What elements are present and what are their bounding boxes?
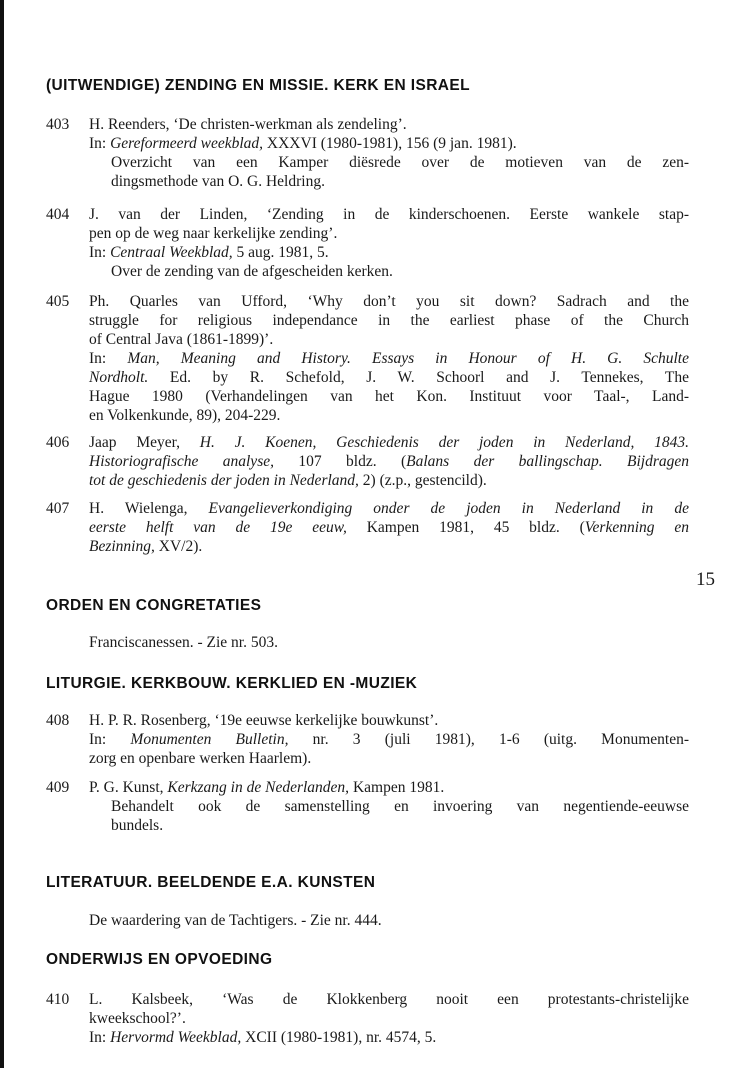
entry-title-line: Ph. Quarles van Ufford, ‘Why don’t you sit down? Sadrach and the (89, 293, 689, 310)
entry-title-line: struggle for religious independance in the earliest phase of the Church (89, 312, 689, 329)
section-heading-orden: ORDEN EN CONGRETATIES (46, 597, 262, 614)
entry-note-line: Behandelt ook de samenstelling en invoering van negentiende-eeuwse (111, 798, 689, 815)
entry-note-line: Overzicht van een Kamper diësrede over de motieven van de zen- (111, 154, 689, 171)
entry-source-line: In: Centraal Weekblad, 5 aug. 1981, 5. (89, 244, 329, 261)
entry-title-line: Jaap Meyer, H. J. Koenen, Geschiedenis der joden in Nederland, 1843. (89, 434, 689, 451)
entry-number: 408 (46, 712, 70, 729)
entry-number: 403 (46, 116, 70, 133)
entry-title-line: Historiografische analyse, 107 bldz. (Balans der ballingschap. Bijdragen (89, 453, 689, 470)
entry-source-line: en Volkenkunde, 89), 204-229. (89, 407, 281, 424)
entry-number: 405 (46, 293, 70, 310)
entry-title-line: tot de geschiedenis der joden in Nederland, 2) (z.p., gestencild). (89, 472, 487, 489)
entry-note-line: bundels. (111, 817, 164, 834)
entry-source-line: In: Gereformeerd weekblad, XXXVI (1980-1981), 156 (9 jan. 1981). (89, 135, 517, 152)
section-heading-onderwijs: ONDERWIJS EN OPVOEDING (46, 951, 273, 968)
entry-title-line: of Central Java (1861-1899)’. (89, 331, 274, 348)
entry-title-line: pen op de weg naar kerkelijke zending’. (89, 225, 338, 242)
entry-source-line: In: Hervormd Weekblad, XCII (1980-1981), nr. 4574, 5. (89, 1029, 437, 1046)
entry-note-line: Over de zending van de afgescheiden kerken. (111, 263, 393, 280)
entry-title-line: L. Kalsbeek, ‘Was de Klokkenberg nooit een protestants-christelijke (89, 991, 689, 1008)
entry-title-line: H. Wielenga, Evangelieverkondiging onder de joden in Nederland in de (89, 500, 689, 517)
entry-number: 410 (46, 991, 70, 1008)
entry-source-line: In: Monumenten Bulletin, nr. 3 (juli 1981), 1-6 (uitg. Monumenten- (89, 731, 689, 748)
entry-source-line: Nordholt. Ed. by R. Schefold, J. W. Schoorl and J. Tennekes, The (89, 369, 689, 386)
entry-source-line: zorg en openbare werken Haarlem). (89, 750, 312, 767)
entry-title-line: Bezinning, XV/2). (89, 538, 203, 555)
entry-number: 409 (46, 779, 70, 796)
entry-number: 404 (46, 206, 70, 223)
cross-reference: De waardering van de Tachtigers. - Zie nr. 444. (89, 912, 382, 929)
entry-title-line: eerste helft van de 19e eeuw, Kampen 1981, 45 bldz. (Verkenning en (89, 519, 690, 536)
entry-title-line: H. Reenders, ‘De christen-werkman als zendeling’. (89, 116, 407, 133)
entry-source-line: Hague 1980 (Verhandelingen van het Kon. Instituut voor Taal-, Land- (89, 388, 689, 405)
entry-source-line: In: Man, Meaning and History. Essays in Honour of H. G. Schulte (89, 350, 689, 367)
section-heading-zending: (UITWENDIGE) ZENDING EN MISSIE. KERK EN ISRAEL (46, 77, 471, 94)
entry-number: 407 (46, 500, 70, 517)
entry-title-line: P. G. Kunst, Kerkzang in de Nederlanden, Kampen 1981. (89, 779, 445, 796)
section-heading-literatuur: LITERATUUR. BEELDENDE E.A. KUNSTEN (46, 874, 376, 891)
entry-title-line: kweekschool?’. (89, 1010, 186, 1027)
page-number: 15 (696, 569, 715, 590)
entry-title-line: H. P. R. Rosenberg, ‘19e eeuwse kerkelijke bouwkunst’. (89, 712, 439, 729)
entry-number: 406 (46, 434, 70, 451)
cross-reference: Franciscanessen. - Zie nr. 503. (89, 634, 278, 651)
entry-note-line: dingsmethode van O. G. Heldring. (111, 173, 325, 190)
page-left-edge (0, 0, 4, 1068)
entry-title-line: J. van der Linden, ‘Zending in de kinderschoenen. Eerste wankele stap- (89, 206, 689, 223)
section-heading-liturgie: LITURGIE. KERKBOUW. KERKLIED EN -MUZIEK (46, 675, 418, 692)
